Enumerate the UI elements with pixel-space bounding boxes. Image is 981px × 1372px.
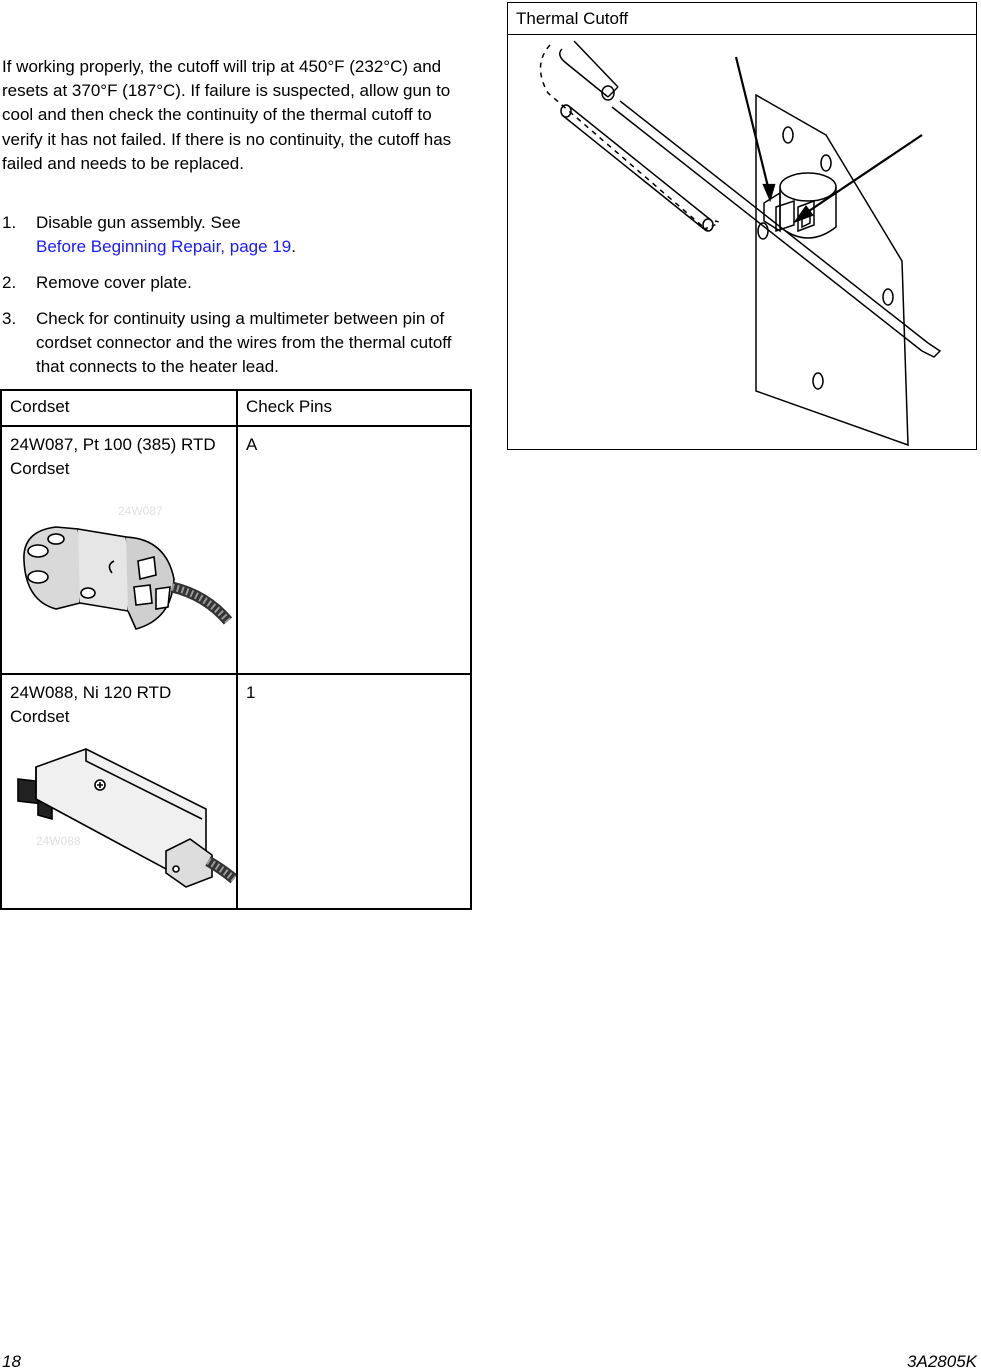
before-beginning-repair-link[interactable]: Before Beginning Repair, page 19 — [36, 237, 292, 256]
step-punct: . — [291, 237, 296, 256]
table-row — [1, 426, 471, 674]
image-watermark: 24W088 — [36, 834, 81, 848]
step-number: 1. — [2, 213, 17, 232]
step-text: Remove cover plate. — [36, 273, 192, 292]
header-cordset: Cordset — [1, 390, 237, 426]
step-number: 2. — [2, 273, 17, 292]
cordset-table — [0, 389, 472, 910]
thermal-cutoff-figure — [507, 2, 977, 450]
step-number: 3. — [2, 309, 17, 328]
thermal-cutoff-diagram — [508, 35, 975, 447]
rtd-cordset-24w088-image — [16, 739, 236, 889]
check-pins-cell: 1 — [237, 674, 471, 909]
intro-paragraph: If working properly, the cutoff will trip at 450°F (232°C) and resets at 370°F (187°C). If failure is suspected, allow gun to cool and then check the continuity of the thermal cutoff to verify it has not failed. If there is no continuity, the cutoff has failed and needs to be replaced. — [2, 57, 452, 173]
step-list — [2, 211, 470, 391]
cordset-name: 24W088, Ni 120 RTD Cordset — [10, 683, 172, 726]
table-row — [1, 674, 471, 909]
step-text: Disable gun assembly. See — [36, 213, 241, 232]
rtd-cordset-24w087-image — [16, 491, 232, 661]
document-id: 3A2805K — [907, 1352, 977, 1371]
cordset-cell — [1, 426, 237, 674]
figure-title: Thermal Cutoff — [508, 3, 976, 35]
header-check-pins: Check Pins — [237, 390, 471, 426]
cordset-cell — [1, 674, 237, 909]
step-1 — [2, 211, 470, 259]
cordset-name: 24W087, Pt 100 (385) RTD Cordset — [10, 435, 216, 478]
step-2 — [2, 271, 470, 295]
step-3 — [2, 307, 470, 379]
step-text: Check for continuity using a multimeter between pin of cordset connector and the wires from the thermal cutoff that connects to the heater lead. — [36, 309, 452, 376]
page-number: 18 — [2, 1352, 21, 1371]
image-watermark: 24W087 — [118, 504, 163, 518]
check-pins-cell: A — [237, 426, 471, 674]
table-header-row — [1, 390, 471, 426]
